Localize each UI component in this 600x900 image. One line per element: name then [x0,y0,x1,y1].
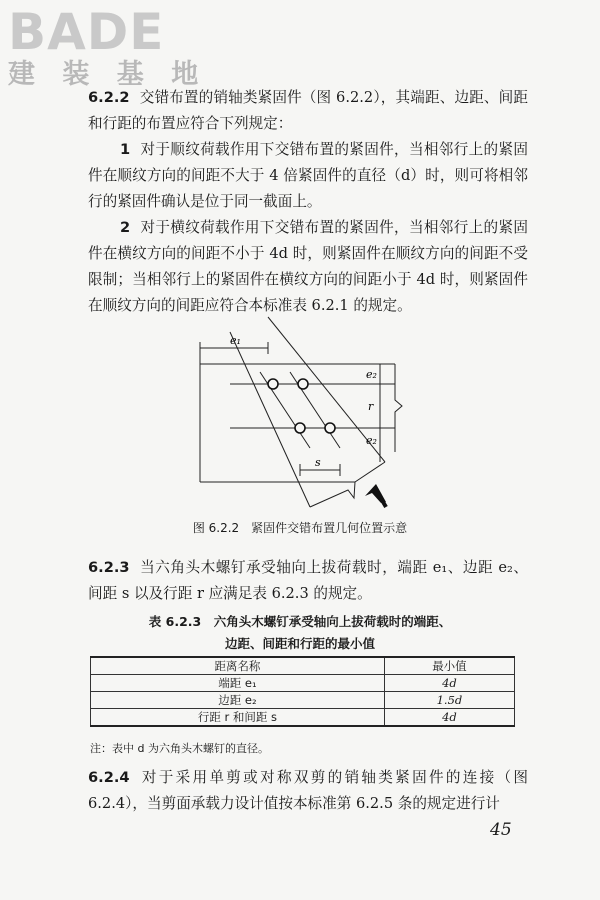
clause-6-2-4 [88,765,528,817]
cell-name: 边距 e₂ [91,692,385,709]
table-row [91,709,515,727]
cell-value: 4d [384,709,514,727]
fastener-bolt [268,379,278,389]
fastener-bolt [298,379,308,389]
cell-name: 端距 e₁ [91,675,385,692]
cell-name: 行距 r 和间距 s [91,709,385,727]
clause-intro: 交错布置的销轴类紧固件（图 6.2.2），其端距、边距、间距和行距的布置应符合下列规定： [88,89,528,132]
clause-6-2-2 [88,85,528,137]
fastener-bolt [295,423,305,433]
clause-6-2-3 [88,555,528,607]
table-note: 注：表中 d 为六角头木螺钉的直径。 [90,742,269,755]
page-number: 45 [490,820,512,840]
cell-value: 1.5d [384,692,514,709]
header-name: 距离名称 [91,657,385,675]
watermark-logo [8,3,208,90]
watermark-subtitle: 建 装 基 地 [8,59,208,90]
table-title-line-2: 边距、间距和行距的最小值 [224,636,375,651]
label-r: r [368,400,374,413]
item-text: 对于横纹荷载作用下交错布置的紧固件，当相邻行上的紧固件在横纹方向的间距不小于 4d 时，则紧固件在顺纹方向的间距不受限制；当相邻行上的紧固件在横纹方向的间距小于 4d 时，则紧固件在顺纹方向的间距应符合本标准表 6.2.1 的规定。 [88,219,528,314]
label-s: s [315,456,321,469]
clause-item-2 [88,215,528,319]
inclined-break-line [310,462,385,507]
clause-number: 6.2.3 [88,559,130,576]
member-break-line [395,364,402,452]
item-text: 对于顺纹荷载作用下交错布置的紧固件，当相邻行上的紧固件在顺纹方向的间距不大于 4 倍紧固件的直径（d）时，则可将相邻行的紧固件确认是位于同一截面上。 [88,141,528,210]
table-title-line-1: 表 6.2.3 六角头木螺钉承受轴向上拔荷载时的端距、 [148,614,452,629]
table-row [91,692,515,709]
clause-text: 当六角头木螺钉承受轴向上拔荷载时，端距 e₁、边距 e₂、间距 s 以及行距 r 应满足表 6.2.3 的规定。 [88,559,528,602]
clause-item-1 [88,137,528,215]
fastener-bolt [325,423,335,433]
fastener-diagram [190,312,420,512]
figure-caption: 图 6.2.2 紧固件交错布置几何位置示意 [192,521,408,535]
cell-value: 4d [384,675,514,692]
table-header-row [91,657,515,675]
label-e2-bottom: e₂ [366,434,377,447]
label-e2-top: e₂ [366,368,377,381]
table-row [91,675,515,692]
clause-number: 6.2.2 [88,89,130,106]
watermark-brand: BADE [8,3,165,61]
fastener-layout-figure [190,312,420,516]
clause-number: 6.2.4 [88,769,130,786]
item-number: 2 [120,219,131,236]
header-value: 最小值 [384,657,514,675]
label-e1: e₁ [230,334,241,347]
clause-text: 对于采用单剪或对称双剪的销轴类紧固件的连接（图 6.2.4），当剪面承载力设计值按本标准第 6.2.5 条的规定进行计 [88,769,528,812]
item-number: 1 [120,141,131,158]
inclined-member-edge-left [230,332,310,507]
min-distance-table [90,656,515,727]
